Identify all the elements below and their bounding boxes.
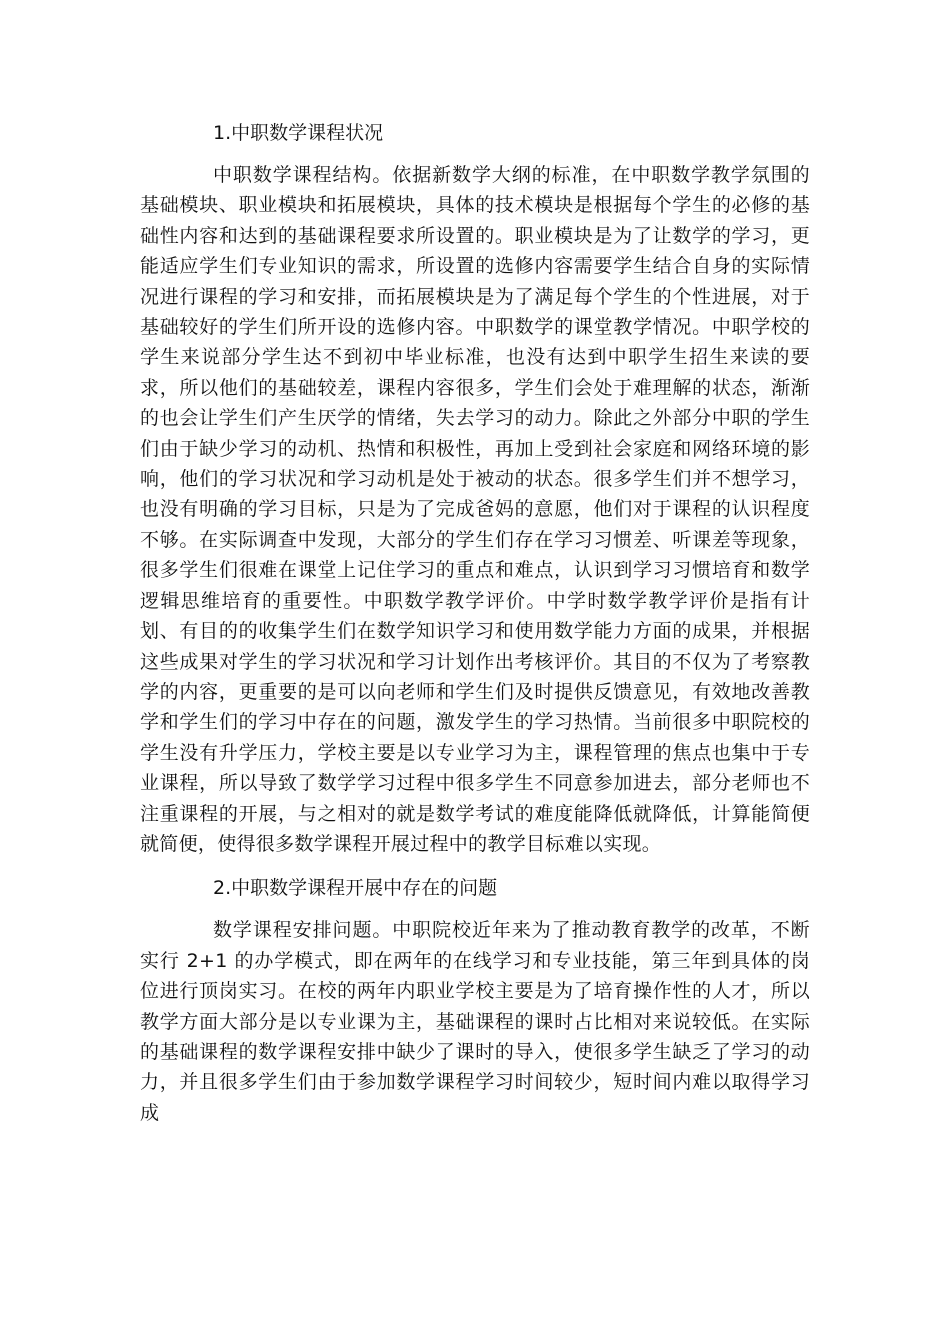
document-body [140,118,810,1142]
section-heading: 2.中职数学课程开展中存在的问题 [213,877,498,900]
section-heading: 1.中职数学课程状况 [213,122,384,144]
section-paragraph: 数学课程安排问题。中职院校近年来为了推动教育教学的改革，不断实行 2+1 的办学模式，即在两年的在线学习和专业技能，第三年到具体的岗位进行顶岗实习。在校的两年内职业学校主要是为了培育操作性的人才，所以教学方面大部分是以专业课为主，基础课程的课时占比相对来说较低。在实际的基础课程的数学课程安排中缺少了课时的导入，使很多学生缺乏了学习的动力，并且很多学生们由于参加数学课程学习时间较少，短时间内难以取得学习成 [140,919,810,1124]
section-paragraph: 中职数学课程结构。依据新数学大纲的标准，在中职数学教学氛围的基础模块、职业模块和拓展模块，具体的技术模块是根据每个学生的必修的基础性内容和达到的基础课程要求所设置的。职业模块是为了让数学的学习，更能适应学生们专业知识的需求，所设置的选修内容需要学生结合自身的实际情况进行课程的学习和安排，而拓展模块是为了满足每个学生的个性进展，对于基础较好的学生们所开设的选修内容。中职数学的课堂教学情况。中职学校的学生来说部分学生达不到初中毕业标准，也没有达到中职学生招生来读的要求，所以他们的基础较差，课程内容很多，学生们会处于难理解的状态，渐渐的也会让学生们产生厌学的情绪，失去学习的动力。除此之外部分中职的学生们由于缺少学习的动机、热情和积极性，再加上受到社会家庭和网络环境的影响，他们的学习状况和学习动机是处于被动的状态。很多学生们并不想学习，也没有明确的学习目标，只是为了完成爸妈的意愿，他们对于课程的认识程度不够。在实际调查中发现，大部分的学生们存在学习习惯差、听课差等现象，很多学生们很难在课堂上记住学习的重点和难点，认识到学习习惯培育和数学逻辑思维培育的重要性。中职数学教学评价。中学时数学教学评价是指有计划、有目的的收集学生们在数学知识学习和使用数学能力方面的成果，并根据这些成果对学生的学习状况和学习计划作出考核评价。其目的不仅为了考察教学的内容，更重要的是可以向老师和学生们及时提供反馈意见，有效地改善教学和学生们的学习中存在的问题，激发学生的学习热情。当前很多中职院校的学生没有升学压力，学校主要是以专业学习为主，课程管理的焦点也集中于专业课程，所以导致了数学学习过程中很多学生不同意参加进去，部分老师也不注重课程的开展，与之相对的就是数学考试的难度能降低就降低，计算能简便就简便，使得很多数学课程开展过程中的教学目标难以实现。 [140,164,810,855]
